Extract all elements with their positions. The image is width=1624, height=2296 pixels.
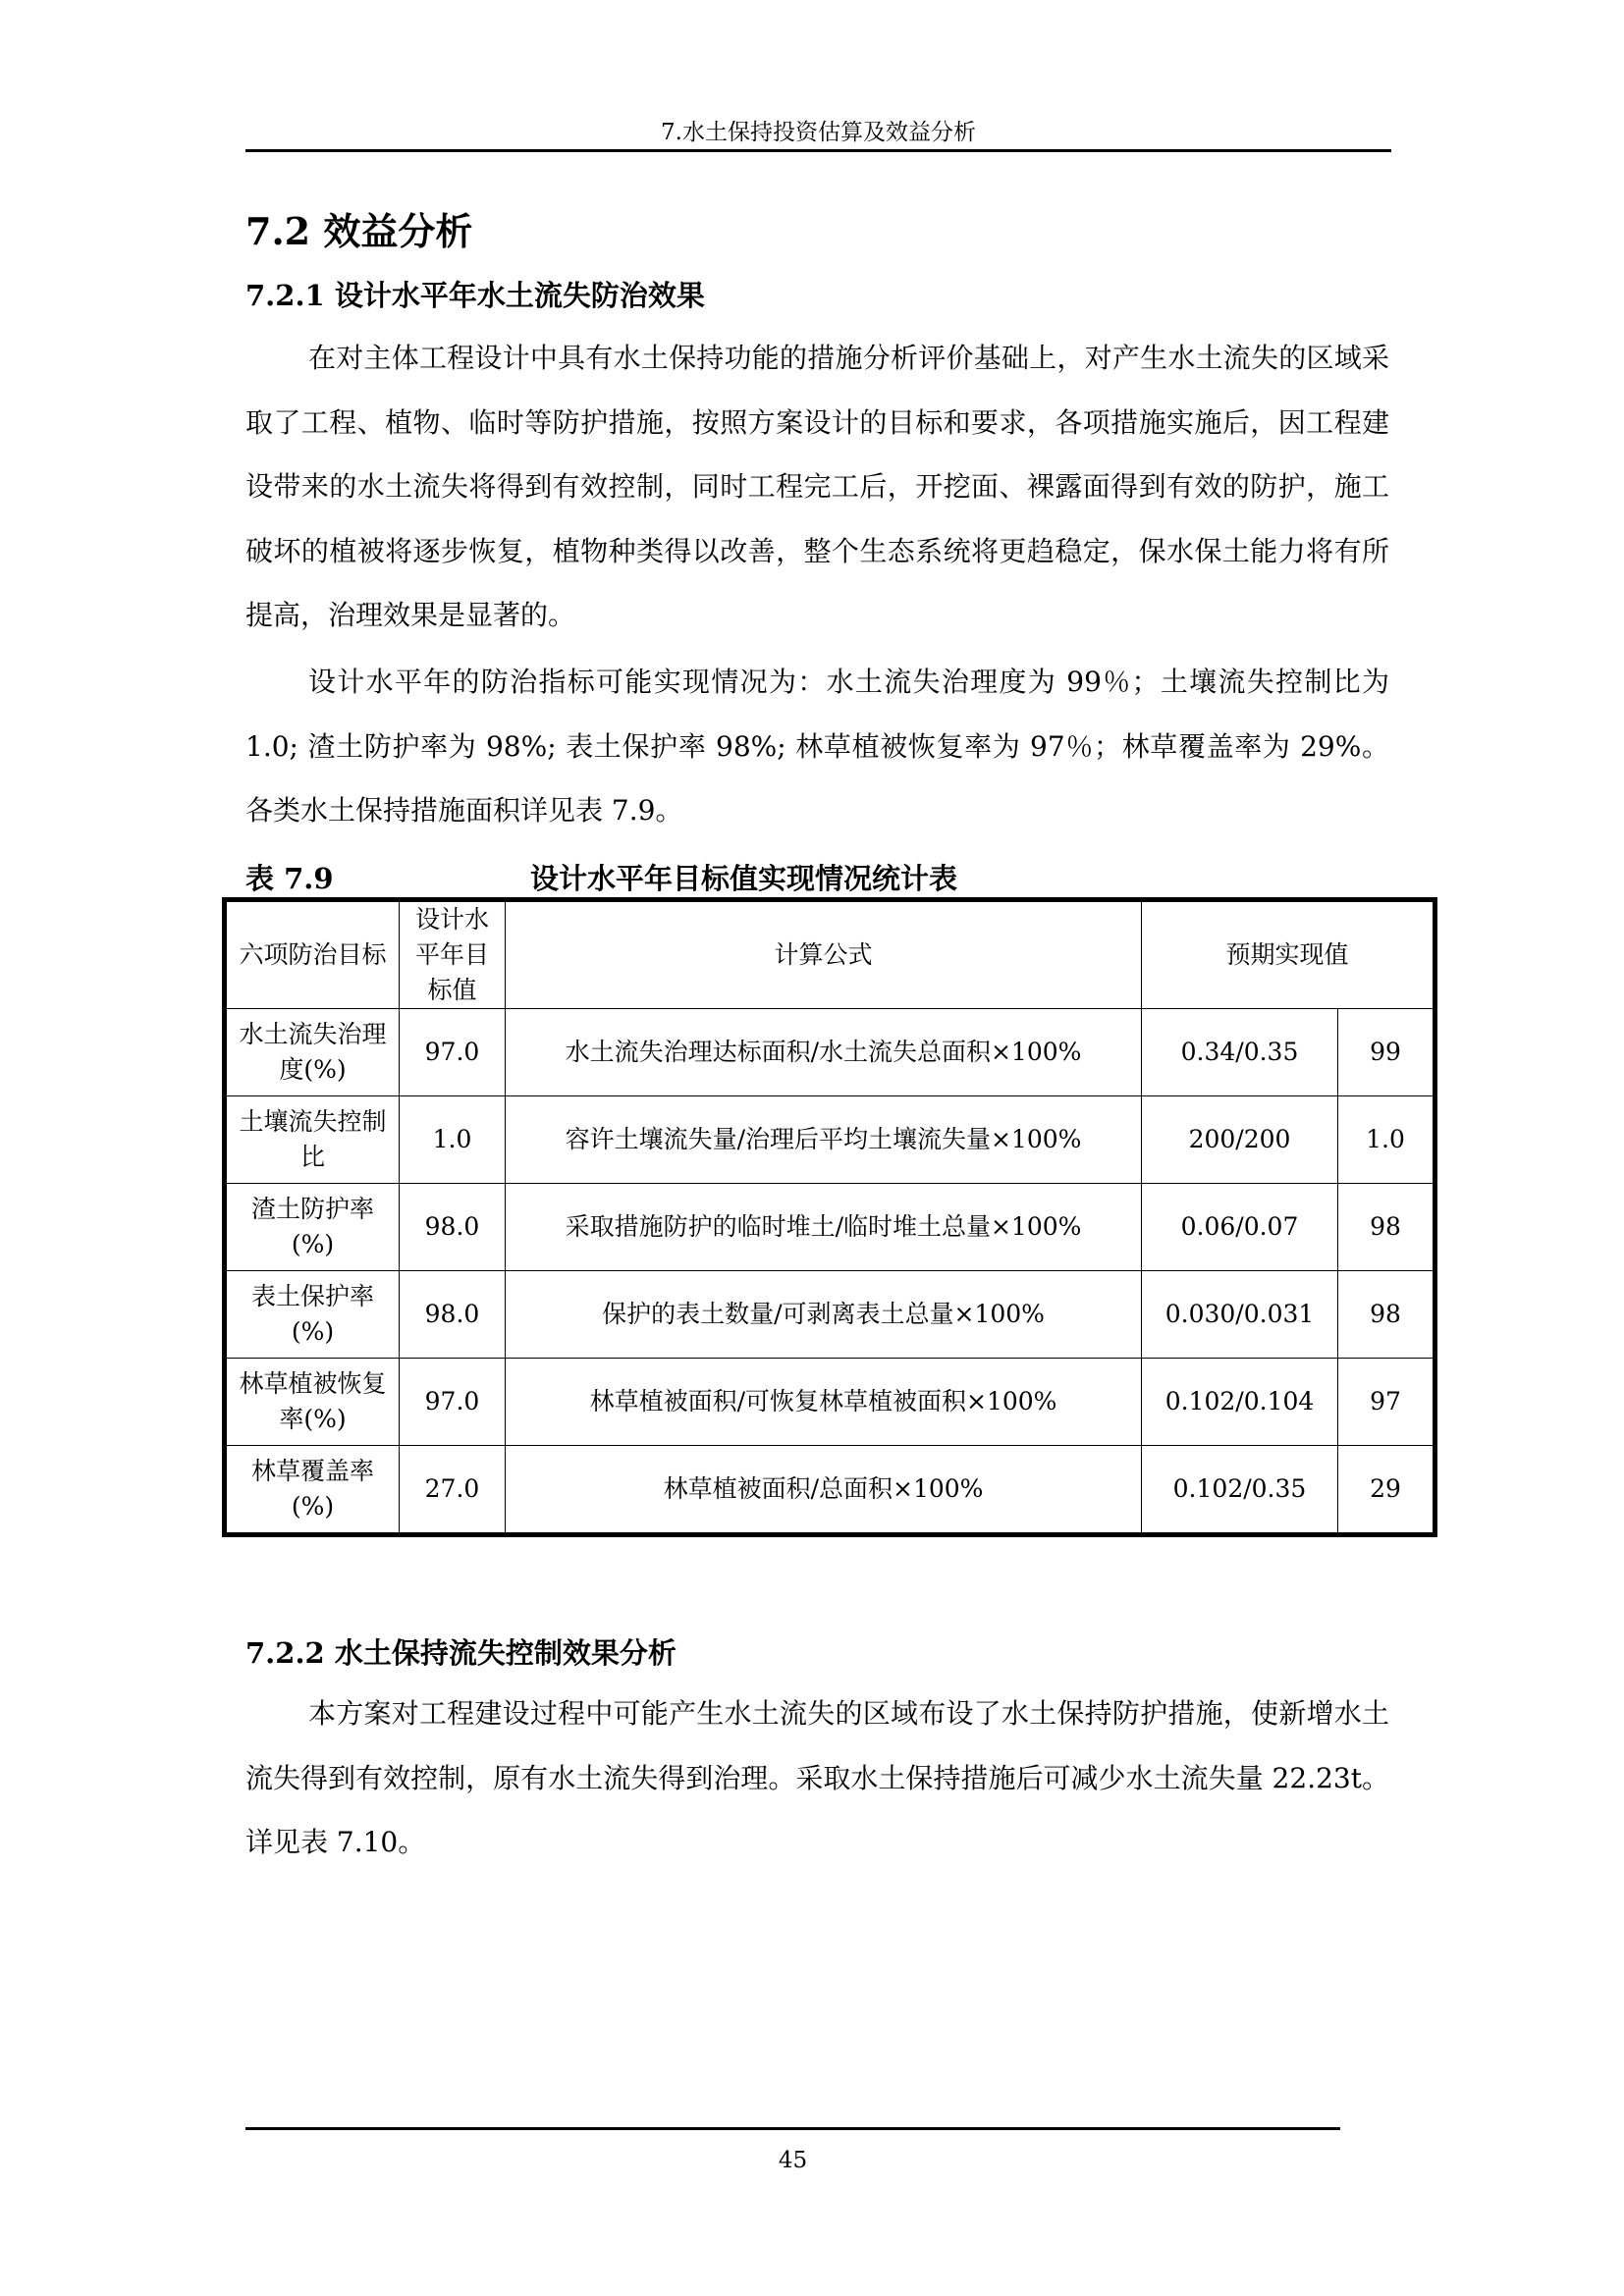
header-target: 六项防治目标 (225, 900, 400, 1009)
cell-formula: 容许土壤流失量/治理后平均土壤流失量×100% (506, 1096, 1142, 1184)
cell-target: 林草植被恢复率(%) (225, 1359, 400, 1446)
cell-design: 97.0 (400, 1009, 506, 1096)
cell-ratio: 0.34/0.35 (1142, 1009, 1338, 1096)
subsection-title-7-2-2: 7.2.2 水土保持流失控制效果分析 (245, 1636, 677, 1670)
page-number: 45 (778, 2148, 808, 2173)
footer-rule (245, 2127, 1340, 2130)
subsection-title-7-2-1: 7.2.1 设计水平年水土流失防治效果 (245, 279, 705, 312)
cell-design: 97.0 (400, 1359, 506, 1446)
cell-target: 林草覆盖率(%) (225, 1446, 400, 1535)
cell-design: 27.0 (400, 1446, 506, 1535)
header-formula: 计算公式 (506, 900, 1142, 1009)
cell-value: 97 (1338, 1359, 1435, 1446)
cell-value: 1.0 (1338, 1096, 1435, 1184)
cell-formula: 林草植被面积/可恢复林草植被面积×100% (506, 1359, 1142, 1446)
header-design-value: 设计水平年目标值 (400, 900, 506, 1009)
cell-value: 98 (1338, 1271, 1435, 1359)
paragraph-control-effect: 本方案对工程建设过程中可能产生水土流失的区域布设了水土保持防护措施，使新增水土流失得到有效控制，原有水土流失得到治理。采取水土保持措施后可减少水土流失量 22.23t。详见表 7.10。 (245, 1697, 1389, 1858)
table-row (225, 1009, 1435, 1096)
table-header-row (225, 900, 1435, 1009)
table-row (225, 1359, 1435, 1446)
cell-target: 渣土防护率(%) (225, 1184, 400, 1271)
cell-ratio: 200/200 (1142, 1096, 1338, 1184)
table-row (225, 1446, 1435, 1535)
cell-ratio: 0.030/0.031 (1142, 1271, 1338, 1359)
cell-target: 水土流失治理度(%) (225, 1009, 400, 1096)
cell-ratio: 0.102/0.104 (1142, 1359, 1338, 1446)
header-rule (245, 149, 1391, 152)
table-row (225, 1184, 1435, 1271)
cell-design: 98.0 (400, 1184, 506, 1271)
table-title: 设计水平年目标值实现情况统计表 (530, 862, 958, 895)
cell-value: 98 (1338, 1184, 1435, 1271)
cell-design: 1.0 (400, 1096, 506, 1184)
cell-value: 29 (1338, 1446, 1435, 1535)
cell-value: 99 (1338, 1009, 1435, 1096)
cell-formula: 采取措施防护的临时堆土/临时堆土总量×100% (506, 1184, 1142, 1271)
paragraph-intro: 在对主体工程设计中具有水土保持功能的措施分析评价基础上，对产生水土流失的区域采取了工程、植物、临时等防护措施，按照方案设计的目标和要求，各项措施实施后，因工程建设带来的水土流失将得到有效控制，同时工程完工后，开挖面、裸露面得到有效的防护，施工破坏的植被将逐步恢复，植物种类得以改善，整个生态系统将更趋稳定，保水保土能力将有所提高，治理效果是显著的。 (245, 342, 1389, 631)
cell-formula: 保护的表土数量/可剥离表土总量×100% (506, 1271, 1142, 1359)
table-number: 表 7.9 (245, 862, 334, 895)
cell-design: 98.0 (400, 1271, 506, 1359)
table-caption (245, 857, 1227, 897)
section-title: 7.2 效益分析 (245, 209, 473, 253)
cell-formula: 林草植被面积/总面积×100% (506, 1446, 1142, 1535)
header-expected-value: 预期实现值 (1142, 900, 1435, 1009)
cell-formula: 水土流失治理达标面积/水土流失总面积×100% (506, 1009, 1142, 1096)
cell-target: 土壤流失控制比 (225, 1096, 400, 1184)
running-header: 7.水土保持投资估算及效益分析 (661, 120, 976, 145)
target-value-table (222, 897, 1437, 1537)
paragraph-indicators: 设计水平年的防治指标可能实现情况为：水土流失治理度为 99％；土壤流失控制比为 1.0; 渣土防护率为 98%; 表土保护率 98%; 林草植被恢复率为 97％；林草覆盖率为 29%。各类水土保持措施面积详见表 7.9。 (245, 666, 1389, 827)
cell-ratio: 0.06/0.07 (1142, 1184, 1338, 1271)
table-row (225, 1271, 1435, 1359)
cell-target: 表土保护率(%) (225, 1271, 400, 1359)
cell-ratio: 0.102/0.35 (1142, 1446, 1338, 1535)
table-row (225, 1096, 1435, 1184)
